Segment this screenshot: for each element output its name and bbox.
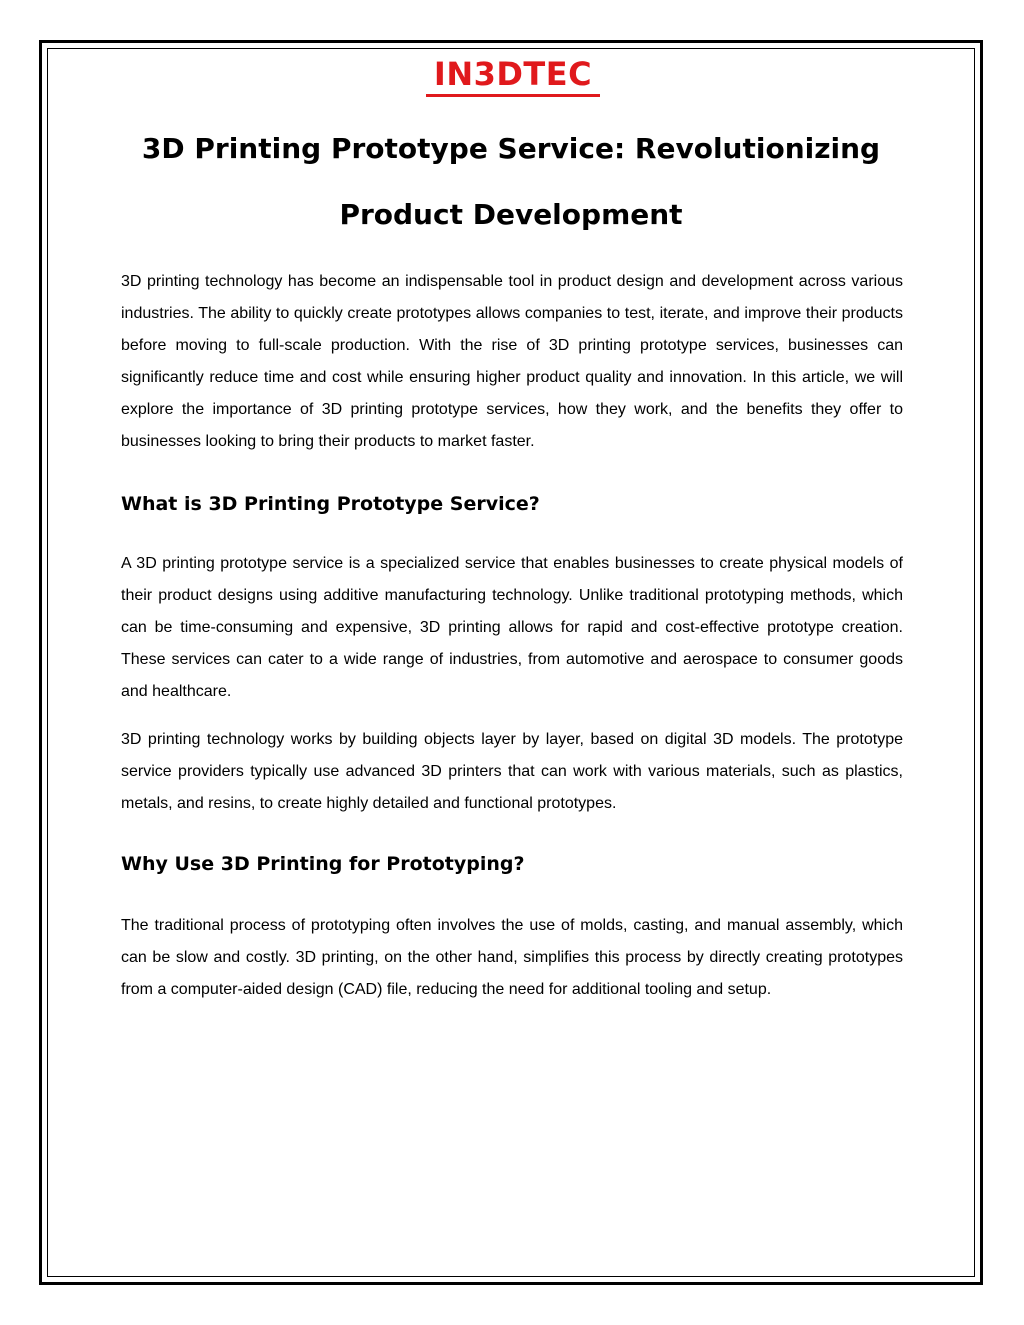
company-logo: [424, 56, 602, 102]
section-what-is-paragraph-2: 3D printing technology works by building objects layer by layer, based on digital 3D models. The prototype service providers typically use advanced 3D printers that can work with various materials, such as plastics, metals, and resins, to create highly detailed and functional prototypes.: [121, 731, 903, 812]
logo-underline: [426, 94, 600, 97]
logo-text: IN3DTEC: [433, 55, 593, 93]
intro-paragraph: 3D printing technology has become an indispensable tool in product design and development across various industries. The ability to quickly create prototypes allows companies to test, iterate, and improve their products before moving to full-scale production. With the rise of 3D printing prototype services, businesses can significantly reduce time and cost while ensuring higher product quality and innovation. In this article, we will explore the importance of 3D printing prototype services, how they work, and the benefits they offer to businesses looking to bring their products to market faster.: [121, 273, 903, 450]
document-title: 3D Printing Prototype Service: Revolutionizing Product Development: [141, 132, 881, 231]
section-why-use-paragraph-1: The traditional process of prototyping often involves the use of molds, casting, and manual assembly, which can be slow and costly. 3D printing, on the other hand, simplifies this process by directly creating prototypes from a computer-aided design (CAD) file, reducing the need for additional tooling and setup.: [121, 917, 903, 998]
section-heading-what-is: What is 3D Printing Prototype Service?: [121, 493, 540, 515]
document-body: [121, 266, 903, 1006]
section-heading-why-use: Why Use 3D Printing for Prototyping?: [121, 853, 525, 875]
section-what-is-paragraph-1: A 3D printing prototype service is a specialized service that enables businesses to create physical models of their product designs using additive manufacturing technology. Unlike traditional prototyping methods, which can be time-consuming and expensive, 3D printing allows for rapid and cost-effective prototype creation. These services can cater to a wide range of industries, from automotive and aerospace to consumer goods and healthcare.: [121, 555, 903, 700]
